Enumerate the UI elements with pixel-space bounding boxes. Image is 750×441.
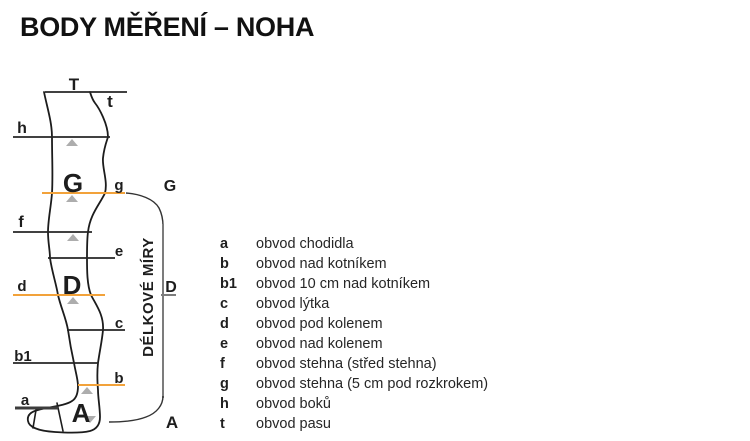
legend-key: c (220, 296, 229, 312)
legend-text: obvod stehna (střed stehna) (256, 356, 437, 372)
bracket-label-G: G (163, 178, 177, 195)
label-c: c (114, 315, 124, 332)
label-D-big: D (62, 270, 82, 300)
legend-text: obvod nad kotníkem (256, 256, 387, 272)
label-d: d (17, 278, 27, 295)
bracket-top-curve (126, 193, 163, 226)
label-t: t (107, 92, 113, 111)
legend-row-e (220, 334, 488, 354)
legend-text: obvod pasu (256, 416, 331, 432)
legend-text: obvod chodidla (256, 236, 354, 252)
legend-text: obvod 10 cm nad kotníkem (256, 276, 431, 292)
legend-key: b1 (220, 276, 237, 292)
legend-text: obvod stehna (5 cm pod rozkrokem) (256, 376, 489, 392)
legend-key: t (220, 416, 225, 432)
marker-h-icon (66, 139, 78, 146)
page-title: BODY MĚŘENÍ – NOHA (20, 12, 315, 42)
label-g: g (114, 177, 124, 194)
legend-text: obvod pod kolenem (256, 316, 383, 332)
legend-key: d (220, 316, 229, 332)
length-measures-axis-label: DÉLKOVÉ MÍRY (140, 237, 157, 357)
marker-b-icon (81, 387, 93, 394)
legend-key: h (220, 396, 229, 412)
legend-text: obvod boků (256, 396, 331, 412)
label-A-big: A (71, 398, 91, 428)
bracket-bottom-curve (109, 396, 163, 422)
label-G-big: G (62, 168, 84, 198)
leg-measurement-diagram (10, 70, 220, 441)
legend-row-g (220, 374, 488, 394)
legend-text: obvod lýtka (256, 296, 330, 312)
legend-row-a (220, 234, 488, 254)
legend-row-b1 (220, 274, 488, 294)
label-e: e (114, 243, 124, 260)
legend-row-h (220, 394, 488, 414)
legend-key: g (220, 376, 229, 392)
label-b1: b1 (14, 348, 32, 365)
label-f: f (18, 214, 24, 231)
legend-row-b (220, 254, 488, 274)
legend-row-d (220, 314, 488, 334)
toe-cap-seam-left (33, 410, 36, 428)
marker-f-icon (67, 234, 79, 241)
measurement-legend (220, 234, 488, 434)
legend-key: a (220, 236, 229, 252)
label-h: h (17, 120, 27, 137)
legend-text: obvod nad kolenem (256, 336, 383, 352)
label-b: b (114, 370, 124, 387)
legend-key: b (220, 256, 229, 272)
legend-key: e (220, 336, 229, 352)
legend-row-t (220, 414, 488, 434)
legend-row-c (220, 294, 488, 314)
leg-outline (28, 92, 108, 433)
bracket-label-A: A (165, 413, 179, 432)
label-a: a (20, 392, 30, 409)
legend-row-f (220, 354, 488, 374)
legend-key: f (220, 356, 225, 372)
bracket-label-D: D (165, 279, 177, 296)
label-T: T (68, 75, 80, 94)
